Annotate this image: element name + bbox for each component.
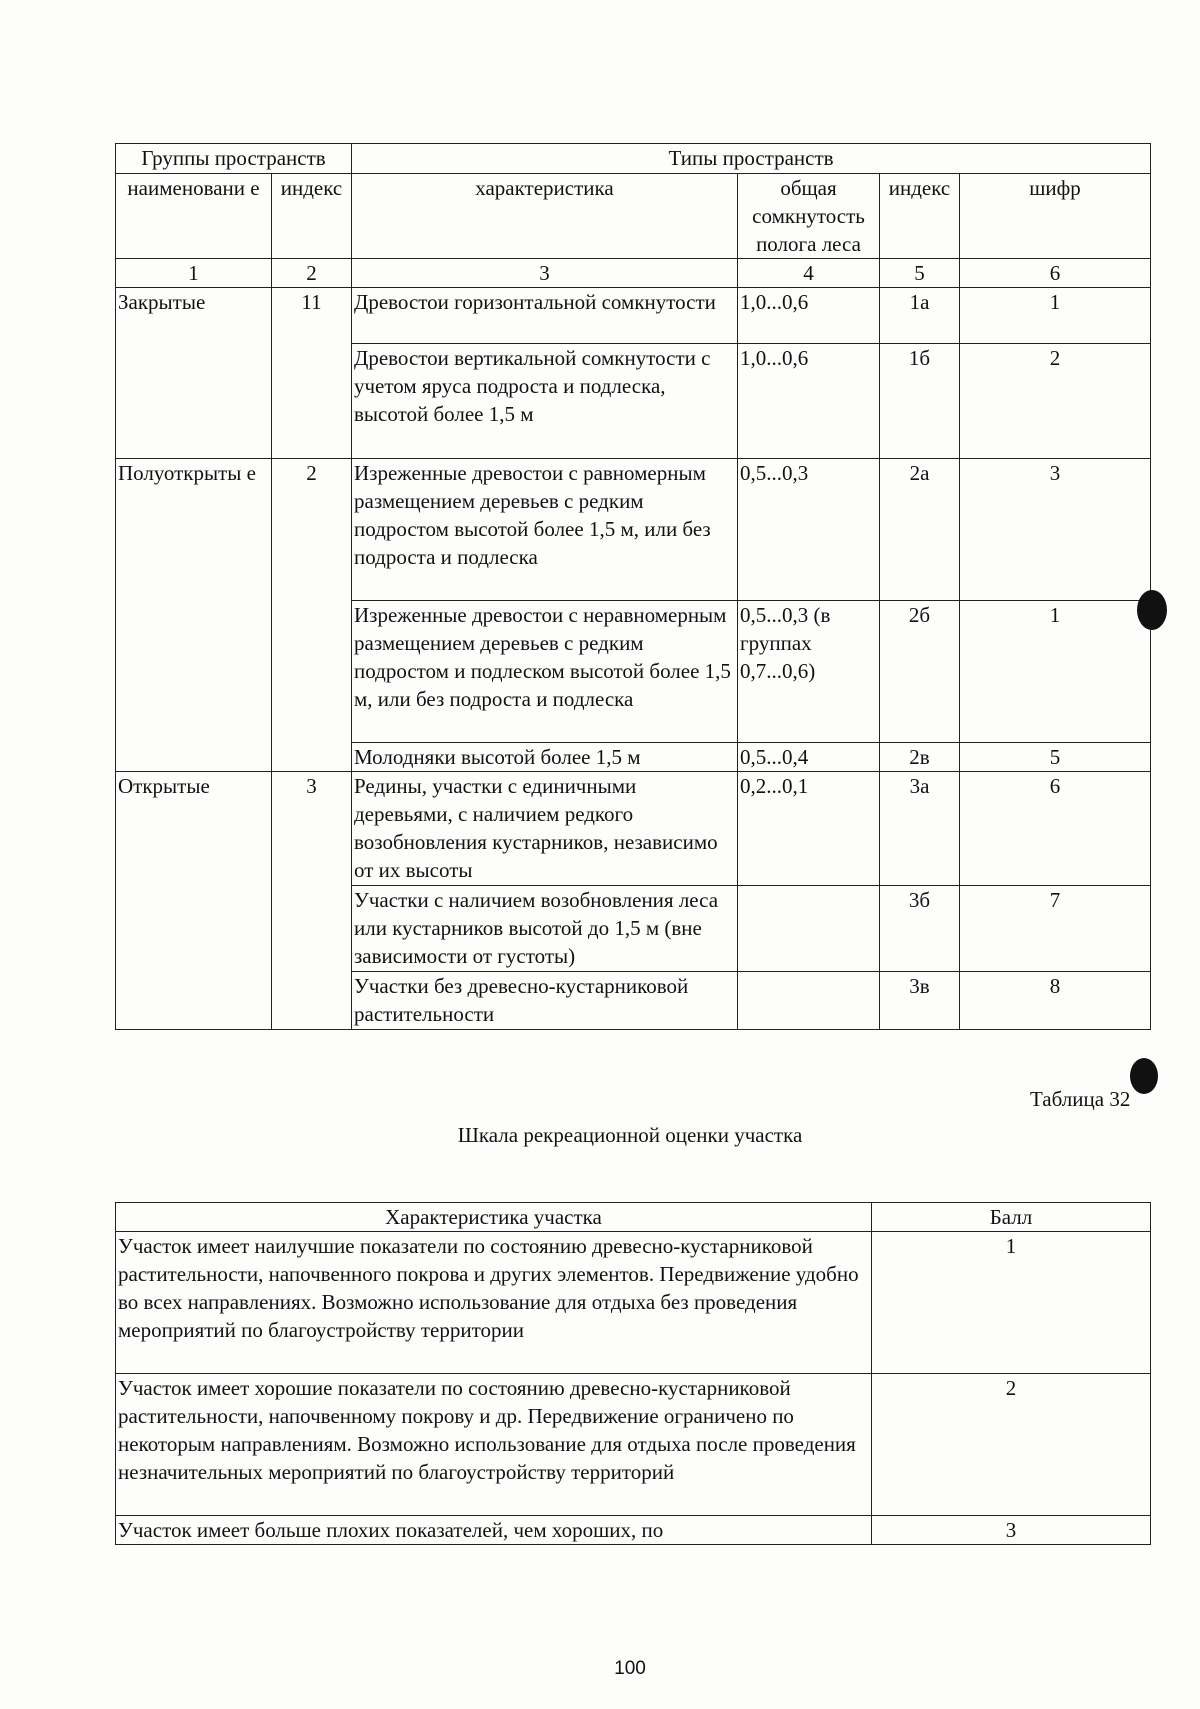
code-cell: 3: [960, 459, 1151, 601]
table-row: [116, 1232, 1151, 1374]
ink-blot: [1137, 590, 1167, 630]
closeness-cell: 0,5...0,3 (в группах 0,7...0,6): [738, 601, 880, 743]
column-number: 5: [880, 259, 960, 288]
column-number: 6: [960, 259, 1151, 288]
code-cell: 2: [960, 344, 1151, 459]
table-row: [116, 1516, 1151, 1545]
type-index-cell: 3в: [880, 972, 960, 1030]
score-cell: 3: [872, 1516, 1151, 1545]
table-row: [116, 772, 1151, 886]
site-characteristic-cell: Участок имеет больше плохих показателей, чем хороших, по: [116, 1516, 872, 1545]
recreation-score-table: [115, 1202, 1151, 1545]
type-index-cell: 1а: [880, 288, 960, 344]
characteristic-cell: Древостои вертикальной сомкнутости с учетом яруса подроста и подлеска, высотой более 1,5 м: [352, 344, 738, 459]
type-index-cell: 2б: [880, 601, 960, 743]
type-index-cell: 3б: [880, 886, 960, 972]
score-cell: 1: [872, 1232, 1151, 1374]
closeness-cell: [738, 972, 880, 1030]
header-groups: Группы пространств: [116, 144, 352, 174]
site-characteristic-cell: Участок имеет хорошие показатели по состоянию древесно-кустарниковой растительности, напочвенному покрову и др. Передвижение ограничено по некоторым направлениям. Возможно использование для отдыха после проведения незначительных мероприятий по благоустройству территорий: [116, 1374, 872, 1516]
code-cell: 1: [960, 288, 1151, 344]
header-characteristic: характеристика: [352, 174, 738, 259]
group-index: 11: [272, 288, 352, 459]
closeness-cell: 1,0...0,6: [738, 288, 880, 344]
site-characteristic-cell: Участок имеет наилучшие показатели по состоянию древесно-кустарниковой растительности, напочвенного покрова и других элементов. Передвижение удобно во всех направлениях. Возможно использование для отдыха без проведения мероприятий по благоустройству территории: [116, 1232, 872, 1374]
column-number: 4: [738, 259, 880, 288]
table-row: [116, 459, 1151, 601]
header-types: Типы пространств: [352, 144, 1151, 174]
closeness-cell: [738, 886, 880, 972]
group-index: 2: [272, 459, 352, 772]
column-number: 2: [272, 259, 352, 288]
group-name: Открытые: [116, 772, 272, 1030]
type-index-cell: 2а: [880, 459, 960, 601]
closeness-cell: 0,5...0,4: [738, 743, 880, 772]
page-number: 100: [614, 1658, 646, 1679]
group-name: Закрытые: [116, 288, 272, 459]
column-number: 3: [352, 259, 738, 288]
closeness-cell: 0,2...0,1: [738, 772, 880, 886]
column-numbers-row: [116, 259, 1151, 288]
header-site-characteristic: Характеристика участка: [116, 1203, 872, 1232]
code-cell: 5: [960, 743, 1151, 772]
type-index-cell: 1б: [880, 344, 960, 459]
header-code: шифр: [960, 174, 1151, 259]
characteristic-cell: Редины, участки с единичными деревьями, с наличием редкого возобновления кустарников, независимо от их высоты: [352, 772, 738, 886]
code-cell: 1: [960, 601, 1151, 743]
code-cell: 6: [960, 772, 1151, 886]
characteristic-cell: Древостои горизонтальной сомкнутости: [352, 288, 738, 344]
header-index: индекс: [272, 174, 352, 259]
table-label: Таблица 32: [1030, 1087, 1131, 1111]
header-type-index: индекс: [880, 174, 960, 259]
type-index-cell: 2в: [880, 743, 960, 772]
group-name: Полуоткрыты е: [116, 459, 272, 772]
type-index-cell: 3а: [880, 772, 960, 886]
table-row: [116, 288, 1151, 344]
score-cell: 2: [872, 1374, 1151, 1516]
characteristic-cell: Участки без древесно-кустарниковой растительности: [352, 972, 738, 1030]
characteristic-cell: Участки с наличием возобновления леса или кустарников высотой до 1,5 м (вне зависимости от густоты): [352, 886, 738, 972]
ink-blot: [1130, 1058, 1158, 1094]
header-score: Балл: [872, 1203, 1151, 1232]
code-cell: 8: [960, 972, 1151, 1030]
column-number: 1: [116, 259, 272, 288]
group-index: 3: [272, 772, 352, 1030]
characteristic-cell: Изреженные древостои с неравномерным размещением деревьев с редким подростом и подлеском высотой более 1,5 м, или без подроста и подлеска: [352, 601, 738, 743]
table-row: [116, 1374, 1151, 1516]
header-name: наименовани е: [116, 174, 272, 259]
code-cell: 7: [960, 886, 1151, 972]
header-closeness: общая сомкнутость полога леса: [738, 174, 880, 259]
closeness-cell: 1,0...0,6: [738, 344, 880, 459]
table-title: Шкала рекреационной оценки участка: [457, 1123, 803, 1147]
characteristic-cell: Молодняки высотой более 1,5 м: [352, 743, 738, 772]
space-types-table: [115, 143, 1151, 1030]
characteristic-cell: Изреженные древостои с равномерным размещением деревьев с редким подростом высотой более 1,5 м, или без подроста и подлеска: [352, 459, 738, 601]
closeness-cell: 0,5...0,3: [738, 459, 880, 601]
